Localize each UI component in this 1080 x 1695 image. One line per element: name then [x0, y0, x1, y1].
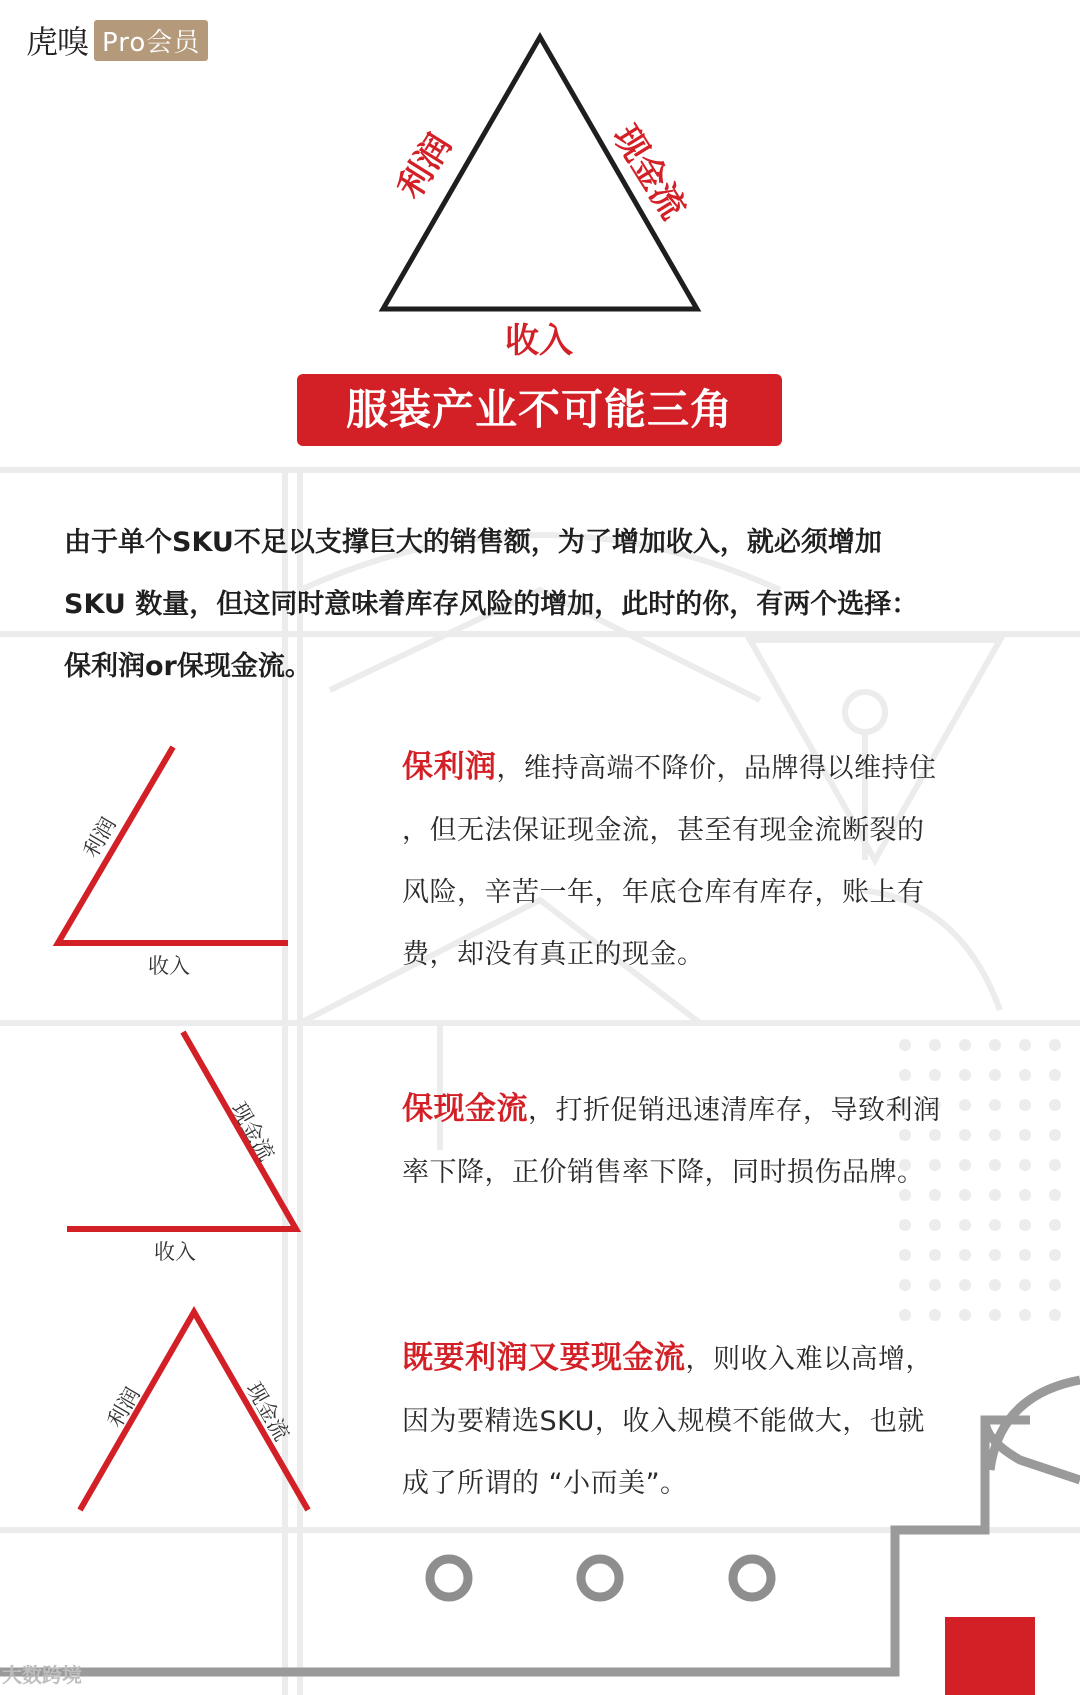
case-line: 风险，辛苦一年，年底仓库有库存，账上有 — [402, 877, 925, 908]
case-both-text — [402, 1327, 992, 1515]
case-highlight: 保利润 — [402, 749, 497, 785]
case-cashflow-text — [402, 1078, 992, 1204]
watermark: 大数跨境 — [2, 1663, 82, 1687]
case-line — [402, 1078, 992, 1142]
intro-line: 由于单个SKU不足以支撑巨大的销售额，为了增加收入，就必须增加 — [64, 527, 882, 558]
case-line: 费，却没有真正的现金。 — [402, 939, 705, 970]
case-line — [402, 736, 992, 800]
case-line-text: ，维持高端不降价，品牌得以维持住 — [496, 753, 937, 784]
case-line: ，但无法保证现金流，甚至有现金流断裂的 — [402, 815, 925, 846]
main-triangle-left-label: 利润 — [389, 126, 460, 206]
page-title-banner: 服装产业不可能三角 — [297, 374, 782, 446]
case-line-text: ，打折促销迅速清库存，导致利润 — [528, 1095, 941, 1126]
case-line-text: ，则收入难以高增， — [685, 1344, 933, 1375]
main-triangle-right-label: 现金流 — [605, 118, 694, 227]
logo-badge: Pro会员 — [94, 20, 208, 61]
intro-line: 保利润or保现金流。 — [64, 651, 312, 682]
case3-left-label: 利润 — [102, 1383, 145, 1432]
intro-line: SKU 数量，但这同时意味着库存风险的增加，此时的你，有两个选择： — [64, 589, 919, 620]
case3-right-label: 现金流 — [241, 1378, 294, 1445]
main-triangle-bottom-label: 收入 — [505, 321, 573, 361]
case-line — [402, 1327, 992, 1391]
case-profit-text — [402, 736, 992, 986]
case2-side-label: 现金流 — [226, 1098, 279, 1165]
case-highlight: 既要利润又要现金流 — [402, 1340, 686, 1376]
case1-bottom-label: 收入 — [148, 954, 190, 978]
case-highlight: 保现金流 — [402, 1091, 528, 1127]
case-line: 率下降，正价销售率下降，同时损伤品牌。 — [402, 1157, 925, 1188]
logo-brand: 虎嗅 — [26, 23, 89, 61]
case2-bottom-label: 收入 — [154, 1240, 196, 1264]
case-line: 因为要精选SKU，收入规模不能做大，也就 — [402, 1406, 925, 1437]
case-line: 成了所谓的 “小而美”。 — [402, 1468, 688, 1499]
case1-side-label: 利润 — [78, 813, 121, 862]
